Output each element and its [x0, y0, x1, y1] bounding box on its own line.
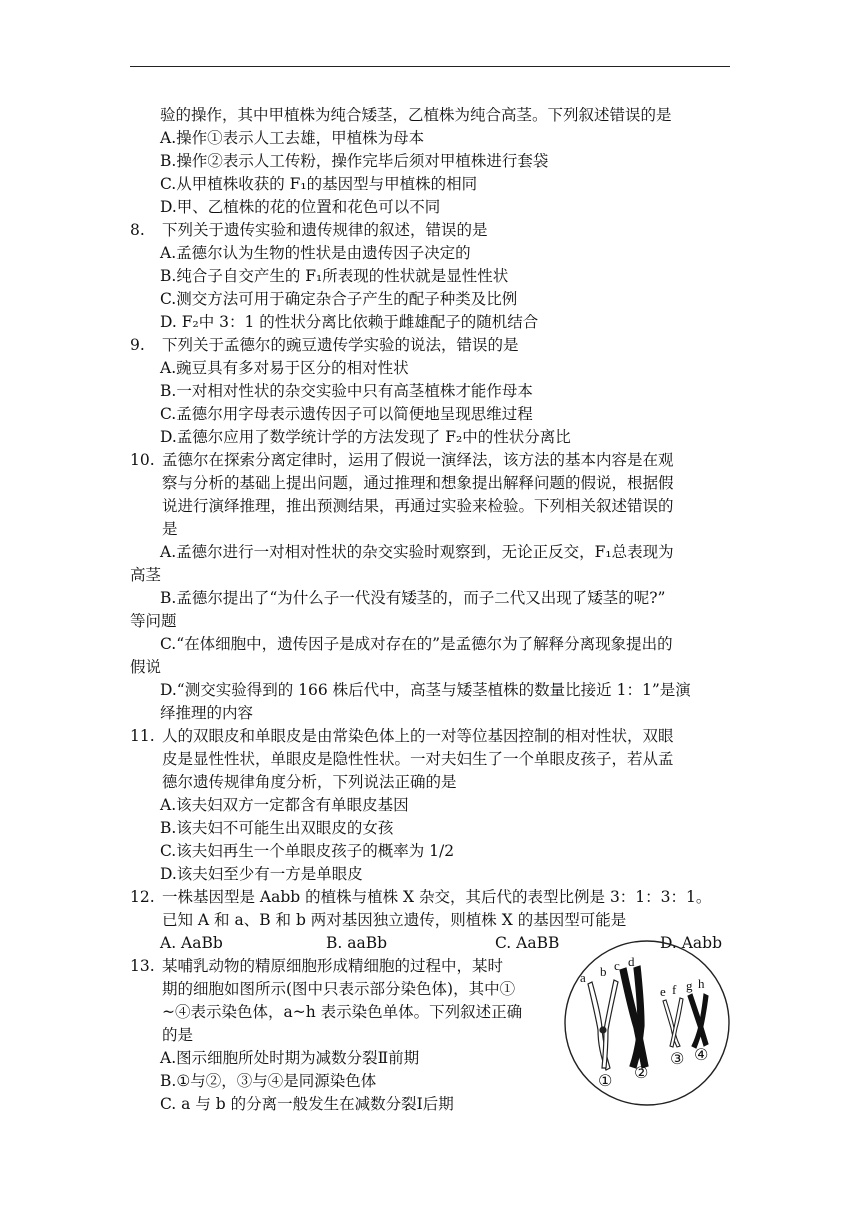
q11-stem-line: 人的双眼皮和单眼皮是由常染色体上的一对等位基因控制的相对性状，双眼	[162, 727, 674, 745]
q10-option-c: C.“在体细胞中，遗传因子是成对存在的”是孟德尔为了解释分离现象提出的	[160, 635, 673, 653]
q13-number: 13.	[130, 957, 155, 975]
q7-option-b: B.操作②表示人工传粉，操作完毕后须对甲植株进行套袋	[160, 152, 549, 170]
q10-number: 10.	[130, 451, 155, 469]
q11-number: 11.	[130, 727, 155, 745]
q9-option-d: D.孟德尔应用了数学统计学的方法发现了 F₂中的性状分离比	[160, 428, 571, 446]
chromatid-label-h: h	[698, 976, 705, 991]
q11-option-d: D.该夫妇至少有一方是单眼皮	[160, 865, 363, 883]
q10-option-b-wrap: 等问题	[130, 612, 177, 630]
q13-option-a: A.图示细胞所处时期为减数分裂Ⅱ前期	[160, 1049, 420, 1067]
q10-stem-line: 察与分析的基础上提出问题，通过推理和想象提出解释问题的假说，根据假	[162, 474, 674, 492]
q10-stem-line: 说进行演绎推理，推出预测结果，再通过实验来检验。下列相关叙述错误的	[162, 497, 674, 515]
chromosome-label-4: ④	[694, 1045, 709, 1064]
header-rule	[130, 66, 730, 67]
q8-stem: 下列关于遗传实验和遗传规律的叙述，错误的是	[162, 221, 488, 239]
q7-option-c: C.从甲植株收获的 F₁的基因型与甲植株的相同	[160, 175, 478, 193]
q7-option-d: D.甲、乙植株的花的位置和花色可以不同	[160, 198, 441, 216]
q11-option-c: C.该夫妇再生一个单眼皮孩子的概率为 1/2	[160, 842, 455, 860]
q8-option-d: D. F₂中 3：1 的性状分离比依赖于雌雄配子的随机结合	[160, 313, 539, 331]
chromatid-label-c: c	[614, 958, 620, 973]
chromatid-label-a: a	[580, 970, 586, 985]
chromatid-label-b: b	[600, 964, 607, 979]
chromosome-4	[688, 994, 708, 1048]
q9-option-b: B.一对相对性状的杂交实验中只有高茎植株才能作母本	[160, 382, 533, 400]
q13-stem-line: 某哺乳动物的精原细胞形成精细胞的过程中，某时	[162, 957, 504, 975]
q10-stem-line: 是	[162, 520, 178, 538]
q12-option-a: A. AaBb	[160, 934, 223, 952]
q12-number: 12.	[130, 888, 155, 906]
q11-stem-line: 皮是显性性状，单眼皮是隐性性状。一对夫妇生了一个单眼皮孩子，若从孟	[162, 750, 674, 768]
chromosome-label-2: ②	[634, 1063, 649, 1082]
chromatid-label-g: g	[686, 978, 693, 993]
q8-number: 8.	[130, 221, 145, 239]
q8-option-c: C.测交方法可用于确定杂合子产生的配子种类及比例	[160, 290, 518, 308]
q9-option-c: C.孟德尔用字母表示遗传因子可以简便地呈现思维过程	[160, 405, 533, 423]
q10-option-b: B.孟德尔提出了“为什么子一代没有矮茎的，而子二代又出现了矮茎的呢?”	[160, 589, 666, 607]
q10-stem-line: 孟德尔在探索分离定律时，运用了假说一演绎法，该方法的基本内容是在观	[162, 451, 674, 469]
q10-option-d: D.“测交实验得到的 166 株后代中，高茎与矮茎植株的数量比接近 1：1”是演	[160, 681, 691, 699]
q12-option-b: B. aaBb	[326, 934, 388, 952]
q8-option-b: B.纯合子自交产生的 F₁所表现的性状就是显性性状	[160, 267, 509, 285]
chromosome-label-1: ①	[598, 1071, 613, 1090]
q13-stem-line: 的是	[162, 1026, 194, 1044]
q11-stem-line: 德尔遗传规律角度分析，下列说法正确的是	[162, 773, 457, 791]
q13-option-b: B.①与②，③与④是同源染色体	[160, 1072, 377, 1090]
q13-stem-line: ~④表示染色体，a~h 表示染色单体。下列叙述正确	[162, 1003, 523, 1021]
q9-option-a: A.豌豆具有多对易于区分的相对性状	[160, 359, 409, 377]
q10-option-a-wrap: 高茎	[130, 566, 162, 584]
q9-stem: 下列关于孟德尔的豌豆遗传学实验的说法，错误的是	[162, 336, 519, 354]
chromosome-2	[620, 966, 648, 1068]
q8-option-a: A.孟德尔认为生物的性状是由遗传因子决定的	[160, 244, 471, 262]
chromatid-label-e: e	[660, 984, 666, 999]
q10-option-a: A.孟德尔进行一对相对性状的杂交实验时观察到，无论正反交，F₁总表现为	[160, 543, 674, 561]
q13-stem-line: 期的细胞如图所示(图中只表示部分染色体)，其中①	[162, 980, 516, 998]
chromosome-label-3: ③	[670, 1049, 685, 1068]
q10-option-d-wrap: 绎推理的内容	[160, 704, 254, 722]
q11-option-b: B.该夫妇不可能生出双眼皮的女孩	[160, 819, 394, 837]
chromosome-3	[663, 998, 683, 1047]
q7-option-a: A.操作①表示人工去雄，甲植株为母本	[160, 129, 425, 147]
q12-option-c: C. AaBB	[495, 934, 560, 952]
q10-option-c-wrap: 假说	[130, 658, 162, 676]
chromatid-label-d: d	[628, 954, 635, 969]
q12-option-d: D. Aabb	[660, 934, 723, 952]
q9-number: 9.	[130, 336, 145, 354]
cell-chromosome-figure	[562, 938, 732, 1108]
q12-stem-line: 已知 A 和 a、B 和 b 两对基因独立遗传，则植株 X 的基因型可能是	[162, 911, 627, 929]
q11-option-a: A.该夫妇双方一定都含有单眼皮基因	[160, 796, 409, 814]
chromatid-label-f: f	[672, 982, 677, 997]
q12-stem-line: 一株基因型是 Aabb 的植株与植株 X 杂交，其后代的表型比例是 3：1：3：1。	[162, 888, 712, 906]
q7-stem-continuation: 验的操作，其中甲植株为纯合矮茎，乙植株为纯合高茎。下列叙述错误的是	[160, 106, 672, 124]
chromosome-1	[588, 980, 618, 1070]
q13-option-c: C. a 与 b 的分离一般发生在减数分裂Ⅰ后期	[160, 1095, 454, 1113]
